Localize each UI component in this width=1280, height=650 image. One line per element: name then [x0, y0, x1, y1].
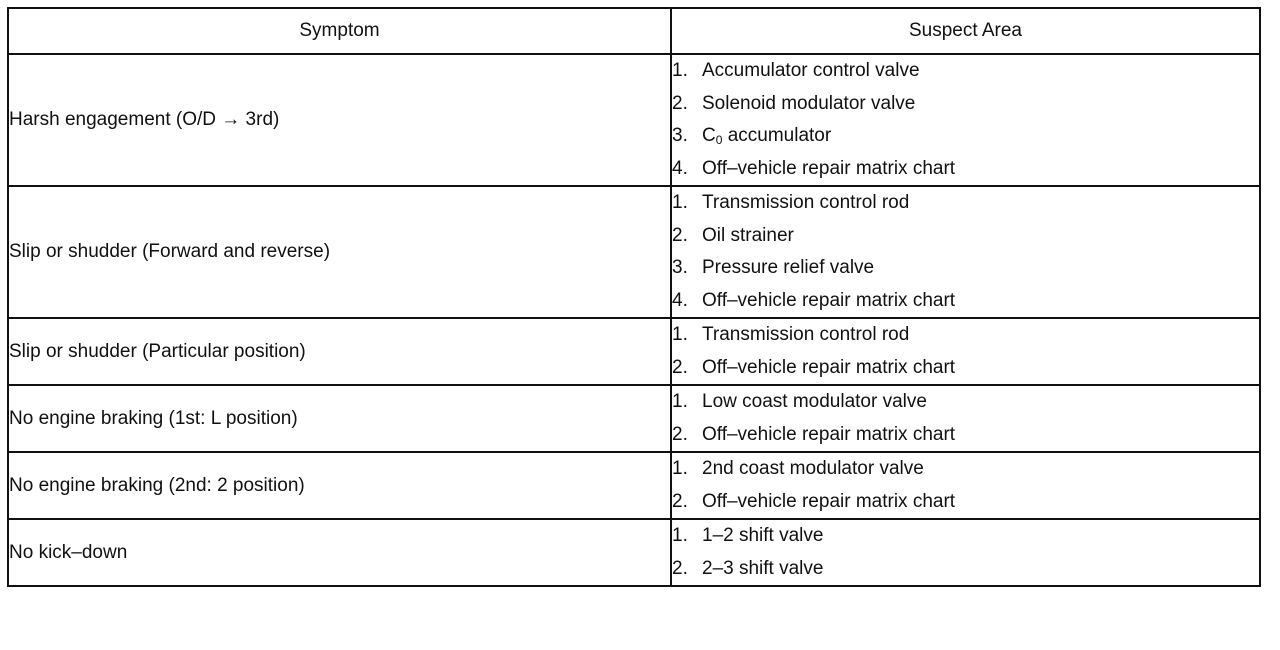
symptom-header: Symptom [8, 8, 671, 54]
suspect-area-cell [671, 519, 1260, 586]
suspect-area-header: Suspect Area [671, 8, 1260, 54]
item-text: Off–vehicle repair matrix chart [702, 356, 956, 378]
item-text: 2–3 shift valve [702, 557, 824, 579]
item-number: 1. [672, 324, 688, 345]
item-number: 2. [672, 557, 688, 579]
item-number: 2. [672, 92, 688, 114]
item-text: Pressure relief valve [702, 257, 875, 278]
list-item [672, 453, 1259, 486]
list-item [672, 386, 1259, 419]
list-item [672, 120, 1259, 153]
item-number: 4. [672, 289, 688, 311]
item-text: Off–vehicle repair matrix chart [702, 157, 956, 179]
symptom-cell: Harsh engagement (O/D → 3rd) [8, 54, 671, 186]
symptom-cell: Slip or shudder (Particular position) [8, 318, 671, 385]
list-item [672, 88, 1259, 121]
item-number: 2. [672, 423, 688, 445]
suspect-area-list [672, 453, 1259, 518]
list-item [672, 285, 1259, 318]
suspect-area-cell [671, 318, 1260, 385]
symptom-cell: No kick–down [8, 519, 671, 586]
symptom-cell: No engine braking (1st: L position) [8, 385, 671, 452]
list-item [672, 553, 1259, 586]
item-number: 2. [672, 356, 688, 378]
item-text: 1–2 shift valve [702, 525, 824, 546]
item-text: Accumulator control valve [702, 60, 920, 81]
suspect-area-list [672, 386, 1259, 451]
list-item [672, 220, 1259, 253]
item-number: 1. [672, 525, 688, 546]
suspect-area-list [672, 187, 1259, 317]
suspect-area-list [672, 319, 1259, 384]
item-number: 1. [672, 192, 688, 213]
item-number: 2. [672, 224, 688, 246]
list-item [672, 520, 1259, 553]
item-number: 1. [672, 458, 688, 479]
table-row [8, 318, 1260, 385]
item-number: 4. [672, 157, 688, 179]
suspect-area-cell [671, 186, 1260, 318]
item-text: C [702, 125, 716, 146]
item-text: Off–vehicle repair matrix chart [702, 490, 956, 512]
troubleshooting-table [7, 7, 1261, 587]
item-text: Off–vehicle repair matrix chart [702, 289, 956, 311]
suspect-area-cell [671, 54, 1260, 186]
suspect-area-cell [671, 452, 1260, 519]
item-number: 1. [672, 391, 688, 412]
suspect-area-list [672, 55, 1259, 185]
table-row [8, 452, 1260, 519]
list-item [672, 55, 1259, 88]
header-row [8, 8, 1260, 54]
item-text: 2nd coast modulator valve [702, 458, 924, 479]
item-number: 2. [672, 490, 688, 512]
item-text: Transmission control rod [702, 192, 910, 213]
table-row [8, 385, 1260, 452]
item-number: 1. [672, 60, 688, 81]
list-item [672, 352, 1259, 385]
item-subscript: 0 [715, 133, 723, 147]
item-text: Oil strainer [702, 224, 794, 246]
symptom-cell: Slip or shudder (Forward and reverse) [8, 186, 671, 318]
table-row [8, 519, 1260, 586]
list-item [672, 252, 1259, 285]
table-row [8, 54, 1260, 186]
item-number: 3. [672, 257, 688, 278]
list-item [672, 187, 1259, 220]
item-text: Solenoid modulator valve [702, 92, 916, 114]
suspect-area-cell [671, 385, 1260, 452]
item-text: Transmission control rod [702, 324, 910, 345]
list-item [672, 419, 1259, 452]
table-row [8, 186, 1260, 318]
list-item [672, 319, 1259, 352]
list-item [672, 486, 1259, 519]
item-text-rest: accumulator [722, 125, 832, 146]
suspect-area-list [672, 520, 1259, 585]
item-text: Off–vehicle repair matrix chart [702, 423, 956, 445]
item-number: 3. [672, 125, 688, 146]
list-item [672, 153, 1259, 186]
symptom-cell: No engine braking (2nd: 2 position) [8, 452, 671, 519]
item-text: Low coast modulator valve [702, 391, 927, 412]
